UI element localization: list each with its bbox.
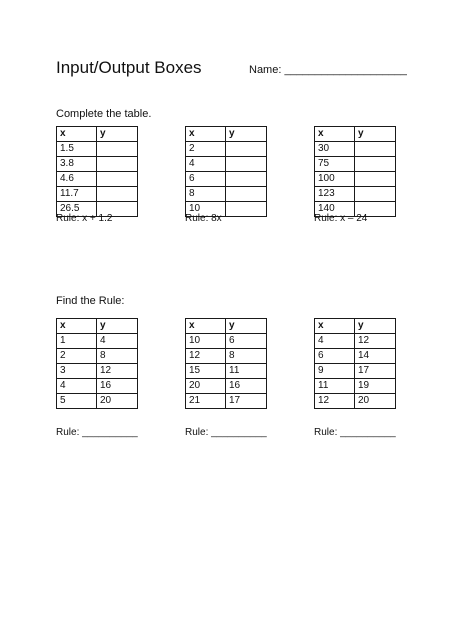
y-cell: 12	[97, 364, 138, 379]
table-row	[315, 172, 396, 187]
table-row	[315, 394, 396, 409]
y-answer-cell[interactable]	[226, 172, 267, 187]
table-header-row	[315, 319, 396, 334]
x-cell: 15	[186, 364, 226, 379]
table-row	[57, 364, 138, 379]
x-cell: 123	[315, 187, 355, 202]
table-row	[315, 334, 396, 349]
x-cell: 6	[186, 172, 226, 187]
table-header-row	[57, 127, 138, 142]
x-cell: 12	[315, 394, 355, 409]
header-y: y	[226, 319, 267, 334]
y-answer-cell[interactable]	[97, 172, 138, 187]
y-answer-cell[interactable]	[226, 157, 267, 172]
rule-label: Rule: x – 24	[314, 213, 368, 224]
table-row	[186, 157, 267, 172]
x-cell: 6	[315, 349, 355, 364]
table-row	[186, 172, 267, 187]
x-cell: 1	[57, 334, 97, 349]
x-cell: 30	[315, 142, 355, 157]
x-cell: 5	[57, 394, 97, 409]
x-cell: 2	[186, 142, 226, 157]
table-row	[186, 394, 267, 409]
x-cell: 4.6	[57, 172, 97, 187]
rule-label: Rule: x + 1.2	[56, 213, 113, 224]
x-cell: 9	[315, 364, 355, 379]
rule-answer-field[interactable]: Rule: __________	[56, 427, 138, 438]
table-row	[57, 187, 138, 202]
x-cell: 100	[315, 172, 355, 187]
y-answer-cell[interactable]	[355, 157, 396, 172]
complete-section-label: Complete the table.	[56, 108, 152, 120]
x-cell: 2	[57, 349, 97, 364]
table-row	[57, 172, 138, 187]
x-cell: 1.5	[57, 142, 97, 157]
table-row	[186, 187, 267, 202]
find-rule-table-2	[185, 318, 267, 409]
table-header-row	[57, 319, 138, 334]
y-cell: 16	[226, 379, 267, 394]
header-y: y	[355, 127, 396, 142]
table-row	[315, 379, 396, 394]
y-cell: 4	[97, 334, 138, 349]
x-cell: 3.8	[57, 157, 97, 172]
table-row	[186, 364, 267, 379]
rule-label: Rule: 8x	[185, 213, 222, 224]
y-cell: 6	[226, 334, 267, 349]
table-header-row	[186, 127, 267, 142]
table-row	[186, 349, 267, 364]
header-x: x	[315, 319, 355, 334]
header-x: x	[315, 127, 355, 142]
y-answer-cell[interactable]	[355, 172, 396, 187]
complete-table-1	[56, 126, 138, 217]
header-y: y	[97, 127, 138, 142]
y-answer-cell[interactable]	[97, 187, 138, 202]
x-cell: 75	[315, 157, 355, 172]
x-cell: 10	[186, 334, 226, 349]
header-x: x	[186, 127, 226, 142]
x-cell: 12	[186, 349, 226, 364]
header-x: x	[57, 319, 97, 334]
find-rule-table-1	[56, 318, 138, 409]
table-row	[315, 142, 396, 157]
header-y: y	[355, 319, 396, 334]
table-row	[186, 334, 267, 349]
table-header-row	[315, 127, 396, 142]
y-answer-cell[interactable]	[97, 142, 138, 157]
table-row	[315, 187, 396, 202]
y-cell: 14	[355, 349, 396, 364]
x-cell: 11.7	[57, 187, 97, 202]
table-row	[315, 364, 396, 379]
x-cell: 3	[57, 364, 97, 379]
y-answer-cell[interactable]	[226, 142, 267, 157]
x-cell: 4	[315, 334, 355, 349]
y-cell: 8	[226, 349, 267, 364]
header-y: y	[97, 319, 138, 334]
y-cell: 12	[355, 334, 396, 349]
x-cell: 140	[315, 202, 355, 217]
y-cell: 20	[97, 394, 138, 409]
table-header-row	[186, 319, 267, 334]
y-cell: 8	[97, 349, 138, 364]
x-cell: 8	[186, 187, 226, 202]
header-x: x	[186, 319, 226, 334]
find-rule-table-3	[314, 318, 396, 409]
x-cell: 4	[186, 157, 226, 172]
y-cell: 17	[226, 394, 267, 409]
x-cell: 10	[186, 202, 226, 217]
find-rule-section-label: Find the Rule:	[56, 295, 125, 307]
table-row	[186, 379, 267, 394]
table-row	[315, 349, 396, 364]
x-cell: 4	[57, 379, 97, 394]
x-cell: 20	[186, 379, 226, 394]
y-answer-cell[interactable]	[355, 187, 396, 202]
table-row	[315, 157, 396, 172]
table-row	[57, 157, 138, 172]
x-cell: 21	[186, 394, 226, 409]
table-row	[57, 394, 138, 409]
complete-table-3	[314, 126, 396, 217]
table-row	[57, 334, 138, 349]
header-x: x	[57, 127, 97, 142]
table-row	[57, 142, 138, 157]
y-answer-cell[interactable]	[226, 187, 267, 202]
name-field[interactable]: Name: ____________________	[249, 64, 407, 76]
y-answer-cell[interactable]	[97, 157, 138, 172]
page-title: Input/Output Boxes	[56, 58, 202, 77]
rule-answer-field[interactable]: Rule: __________	[185, 427, 267, 438]
y-cell: 19	[355, 379, 396, 394]
table-row	[57, 349, 138, 364]
y-cell: 20	[355, 394, 396, 409]
x-cell: 26.5	[57, 202, 97, 217]
y-cell: 16	[97, 379, 138, 394]
y-answer-cell[interactable]	[355, 142, 396, 157]
rule-answer-field[interactable]: Rule: __________	[314, 427, 396, 438]
header-y: y	[226, 127, 267, 142]
y-cell: 11	[226, 364, 267, 379]
table-row	[186, 142, 267, 157]
y-answer-cell[interactable]	[226, 202, 267, 217]
x-cell: 11	[315, 379, 355, 394]
y-cell: 17	[355, 364, 396, 379]
complete-table-2	[185, 126, 267, 217]
table-row	[57, 379, 138, 394]
